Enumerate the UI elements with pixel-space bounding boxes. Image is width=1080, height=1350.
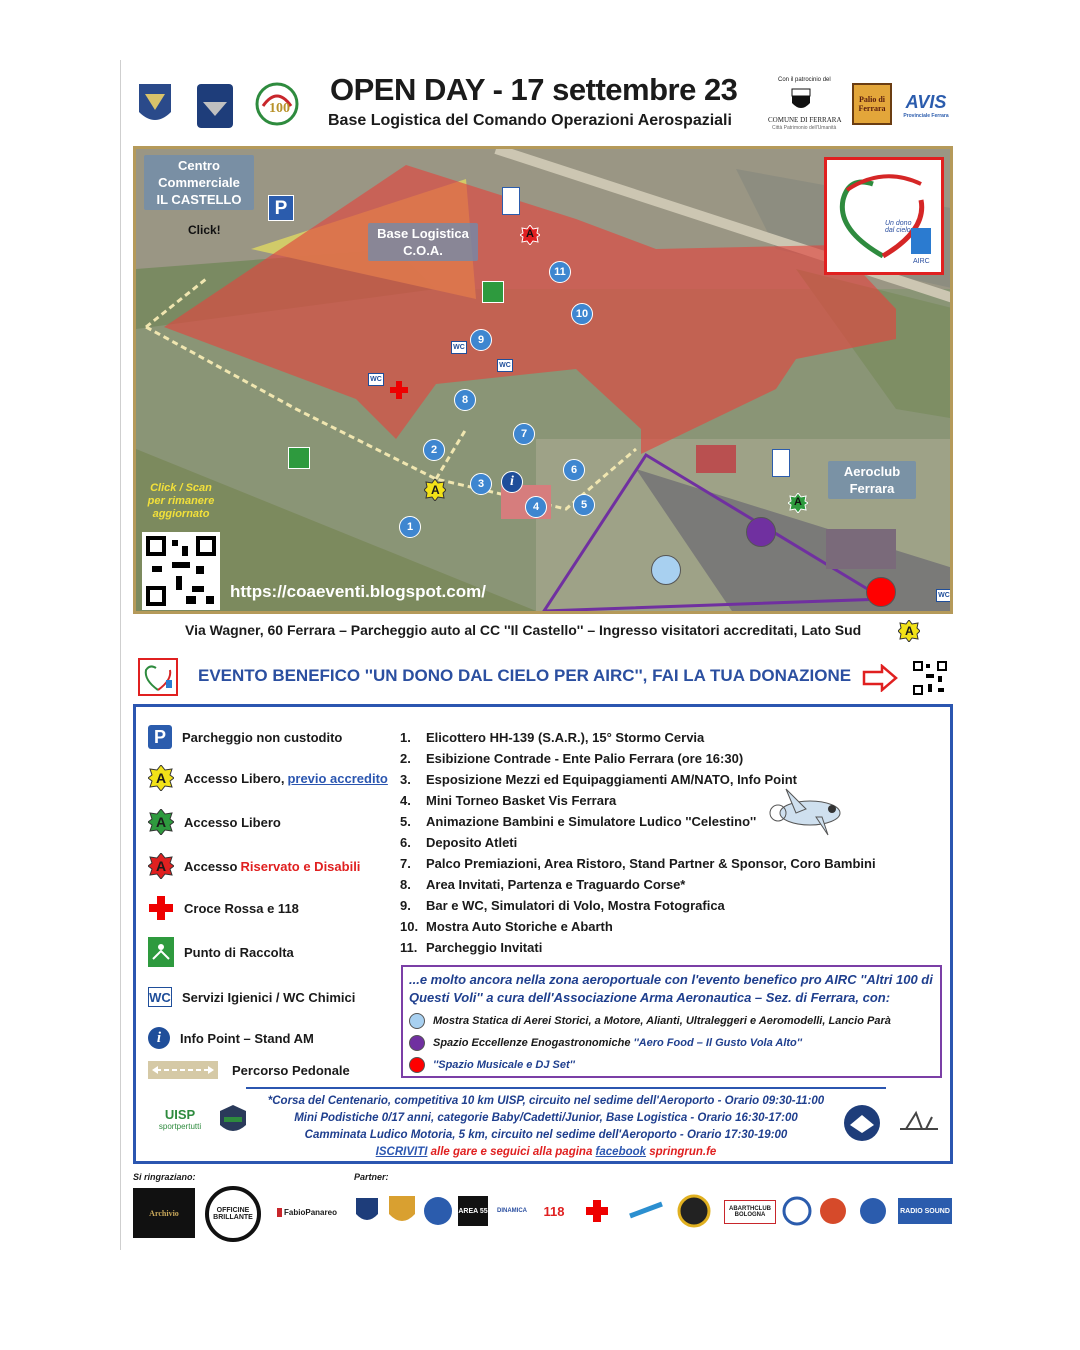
airc-extras-box [401, 965, 942, 1078]
partner-abarth-logo [724, 1200, 776, 1224]
map-pin-1[interactable]: 1 [399, 516, 421, 538]
map-pin-10[interactable]: 10 [571, 303, 593, 325]
list-item: 10. Mostra Auto Storiche e Abarth [400, 919, 613, 934]
sponsor-panareo-logo [274, 1204, 340, 1220]
extras-intro: ...e molto ancora nella zona aeroportuale con l'evento benefico pro AIRC ''Altri 100 di Questi Voli'' a cura dell'Associazione Arma Aeronautica – Sez. di Ferrara, con: [409, 972, 933, 1005]
partner-logo [856, 1196, 890, 1226]
sponsor-officine-logo [205, 1186, 261, 1242]
thanks-label: Si ringraziano: [133, 1172, 196, 1182]
legend-label: Punto di Raccolta [184, 944, 294, 960]
list-item: 8. Area Invitati, Partenza e Traguardo Corse* [400, 877, 686, 892]
legend-label: Accesso [184, 858, 238, 874]
parking-icon: P [148, 725, 172, 749]
map-pin-7[interactable]: 7 [513, 423, 535, 445]
info-icon: i [148, 1027, 170, 1049]
access-yellow-icon [148, 765, 174, 791]
races-cta: ISCRIVITI alle gare e seguici alla pagina facebook springrun.fe [375, 1146, 717, 1158]
race-line: Mini Podistiche 0/17 anni, categorie Baby/Cadetti/Junior, Base Logistica - Orario 16:30-17:00 [294, 1112, 798, 1124]
qr-code-icon[interactable] [142, 532, 220, 610]
access-red-icon [148, 853, 174, 879]
legend-label: Parcheggio non custodito [182, 729, 343, 745]
palio-logo [852, 83, 892, 125]
extras-item-static: Mostra Statica di Aerei Storici, a Motore, Alianti, Ultraleggeri e Aeromodelli, Lancio Parà [409, 1013, 891, 1029]
light-blue-dot-icon [409, 1013, 425, 1029]
comune-caption: Con il patrocinio del [778, 77, 831, 83]
scan-label: Click / Scan per rimanere aggiornato [147, 482, 215, 520]
airc-small-logo [138, 658, 178, 696]
assembly-point-icon [288, 447, 310, 469]
list-item: 2. Esibizione Contrade - Ente Palio Ferrara (ore 16:30) [400, 751, 744, 766]
legend-label-red: Riservato e Disabili [240, 858, 361, 874]
comune-name: COMUNE DI FERRARA [768, 116, 842, 124]
donation-qr-icon[interactable] [912, 660, 948, 696]
partner-logo [782, 1196, 812, 1226]
extras-item-music: ''Spazio Musicale e DJ Set'' [409, 1057, 575, 1073]
partner-name: 118 [543, 1203, 565, 1219]
partner-radiosound-logo [898, 1198, 952, 1224]
sponsor-name: OFFICINE BRILLANTE [213, 1207, 253, 1221]
partner-logo [818, 1196, 848, 1226]
partner-118-logo [536, 1200, 572, 1222]
access-letter: A [156, 770, 167, 786]
avis-logo [900, 90, 952, 120]
access-letter: A [156, 858, 167, 874]
page-title: OPEN DAY - 17 settembre 23 [330, 72, 738, 107]
list-item: 9. Bar e WC, Simulatori di Volo, Mostra Fotografica [400, 898, 725, 913]
click-label[interactable]: Click! [188, 223, 221, 237]
map-pin-2[interactable]: 2 [423, 439, 445, 461]
info-point-pin[interactable]: i [501, 471, 523, 493]
celestino-plane-icon [766, 783, 856, 837]
coa-crest-logo [135, 80, 175, 130]
map-pin-8[interactable]: 8 [454, 389, 476, 411]
purple-dot-icon [409, 1035, 425, 1051]
palio-logo-text: Palio di Ferrara [858, 95, 886, 113]
map-pin-9[interactable]: 9 [470, 329, 492, 351]
access-green-icon [148, 809, 174, 835]
legend-label: Accesso Libero [184, 814, 281, 830]
races-info [256, 1093, 836, 1161]
race-line: *Corsa del Centenario, competitiva 10 km UISP, circuito nel sedime dell'Aeroporto - Orario 09:30-11:00 [267, 1095, 825, 1107]
base-logistica-label: Base Logistica C.O.A. [368, 223, 478, 261]
partner-name: DINAMICA [497, 1208, 527, 1214]
red-dot-icon [409, 1057, 425, 1073]
partner-logo [423, 1196, 453, 1226]
partner-logo [676, 1194, 712, 1228]
facebook-link[interactable]: facebook [595, 1146, 647, 1158]
centro-commerciale-label: Centro Commerciale IL CASTELLO [144, 155, 254, 210]
wc-icon: WC [148, 987, 172, 1007]
wc-marker: WC [451, 341, 467, 354]
walking-path-icon [148, 1061, 218, 1079]
access-letter: A [905, 624, 914, 638]
comune-crest-icon [790, 87, 812, 113]
legend-access-free [148, 809, 281, 835]
legend-info-point [148, 1027, 314, 1049]
map-pin-11[interactable]: 11 [549, 261, 571, 283]
avis-logo-text: AVIS [905, 91, 947, 112]
legend-panel [133, 704, 953, 1164]
list-item: 1. Elicottero HH-139 (S.A.R.), 15° Stormo Cervia [400, 730, 705, 745]
partner-dinamica-logo [494, 1196, 530, 1226]
assembly-point-icon [148, 939, 174, 965]
legend-label: Accesso Libero, [184, 770, 285, 786]
partner-label: Partner: [354, 1172, 389, 1182]
wc-marker: WC [936, 589, 952, 602]
access-free-accredited-icon [898, 620, 920, 642]
legend-assembly-point [148, 939, 294, 965]
no-parking-disabled-sign [502, 187, 520, 215]
legend-label: Percorso Pedonale [232, 1062, 350, 1078]
partner-logo [628, 1196, 664, 1226]
partner-name: AREA 55 [458, 1207, 488, 1215]
map-pin-3[interactable]: 3 [470, 473, 492, 495]
race-line: Camminata Ludico Motoria, 5 km, circuito nel sedime dell'Aeroporto - Orario 17:30-19:00 [304, 1129, 788, 1141]
partner-logo [354, 1196, 380, 1226]
no-parking-disabled-sign [772, 449, 790, 477]
list-item: 6. Deposito Atleti [400, 835, 518, 850]
red-cross-icon [148, 895, 174, 921]
event-map [133, 146, 953, 614]
access-letter: A [431, 483, 440, 497]
svg-text:100: 100 [269, 101, 290, 116]
list-item: 4. Mini Torneo Basket Vis Ferrara [400, 793, 617, 808]
legend-label: Servizi Igienici / WC Chimici [182, 989, 356, 1005]
uisp-logo-text: UISP [164, 1107, 196, 1122]
page-subtitle: Base Logistica del Comando Operazioni Aerospaziali [328, 112, 732, 129]
legend-wc [148, 987, 355, 1007]
access-letter: A [794, 496, 802, 508]
parking-icon-text: P [274, 198, 288, 219]
airc-tagline: Un dono dal cielo [885, 220, 912, 234]
partner-area55-logo [458, 1196, 488, 1226]
legend-label: Croce Rossa e 118 [184, 900, 299, 916]
legend-parking [148, 725, 342, 749]
avis-sub: Provinciale Ferrara [903, 112, 949, 119]
arrow-right-icon [862, 664, 898, 692]
wc-marker: WC [368, 373, 384, 386]
map-pin-5[interactable]: 5 [573, 494, 595, 516]
charity-banner-text[interactable]: EVENTO BENEFICO ''UN DONO DAL CIELO PER AIRC'', FAI LA TUA DONAZIONE [198, 666, 852, 685]
partner-logo [387, 1194, 417, 1228]
wc-marker: WC [497, 359, 513, 372]
access-free-accredited-marker [424, 479, 446, 501]
access-letter: A [526, 228, 534, 240]
assembly-point-icon [482, 281, 504, 303]
partner-logo [582, 1196, 612, 1226]
sponsor-name: FabioPanareo [277, 1208, 337, 1217]
sponsor-name: Archivio [149, 1208, 179, 1218]
unit-crest-logo [195, 82, 235, 130]
red-cross-icon [390, 381, 408, 399]
numbered-list [400, 727, 876, 958]
parking-icon [268, 195, 294, 221]
extras-item-food: Spazio Eccellenze Enogastronomiche ''Aero Food – Il Gusto Vola Alto'' [409, 1035, 802, 1051]
map-pin-4[interactable]: 4 [525, 496, 547, 518]
address-line: Via Wagner, 60 Ferrara – Parcheggio auto al CC ''Il Castello'' – Ingresso visitatori accreditati, Lato Sud [185, 622, 862, 638]
divider [246, 1087, 886, 1089]
airc-logo [824, 157, 944, 275]
centenary-logo [253, 80, 301, 132]
uisp-logo-sub: sportpertutti [158, 1122, 202, 1131]
food-area-marker [746, 517, 776, 547]
list-item: 3. Esposizione Mezzi ed Equipaggiamenti AM/NATO, Info Point [400, 772, 797, 787]
map-pin-6[interactable]: 6 [563, 459, 585, 481]
aeroclub-label: Aeroclub Ferrara [828, 461, 916, 499]
register-link[interactable]: ISCRIVITI [375, 1146, 428, 1158]
access-reserved-marker [520, 225, 540, 245]
partner-name: ABARTHCLUB BOLOGNA [729, 1206, 771, 1218]
blog-url-link[interactable]: https://coaeventi.blogspot.com/ [230, 582, 486, 601]
unit-badge-logo [842, 1103, 882, 1143]
aeroclub-logo [896, 1105, 942, 1145]
legend-access-reserved [148, 853, 360, 879]
list-item: 11. Parcheggio Invitati [400, 940, 543, 955]
legend-label: Info Point – Stand AM [180, 1030, 314, 1046]
uisp-logo [150, 1107, 210, 1131]
partner-name: RADIO SOUND [900, 1207, 950, 1215]
comune-tagline: Città Patrimonio dell'Umanità [772, 125, 837, 131]
accreditation-link[interactable]: previo accredito [287, 770, 388, 786]
list-item: 5. Animazione Bambini e Simulatore Ludico ''Celestino'' [400, 814, 757, 829]
legend-red-cross [148, 895, 299, 921]
springrun-logo [218, 1103, 248, 1139]
list-item: 7. Palco Premiazioni, Area Ristoro, Stand Partner & Sponsor, Coro Bambini [400, 856, 876, 871]
sponsor-archivio-logo [133, 1188, 195, 1238]
access-letter: A [156, 814, 167, 830]
static-display-marker [651, 555, 681, 585]
airc-text: AIRC [913, 258, 930, 265]
legend-walking-path [148, 1061, 350, 1079]
legend-access-accredited [148, 765, 388, 791]
access-free-marker [788, 493, 808, 513]
music-area-marker [866, 577, 896, 607]
